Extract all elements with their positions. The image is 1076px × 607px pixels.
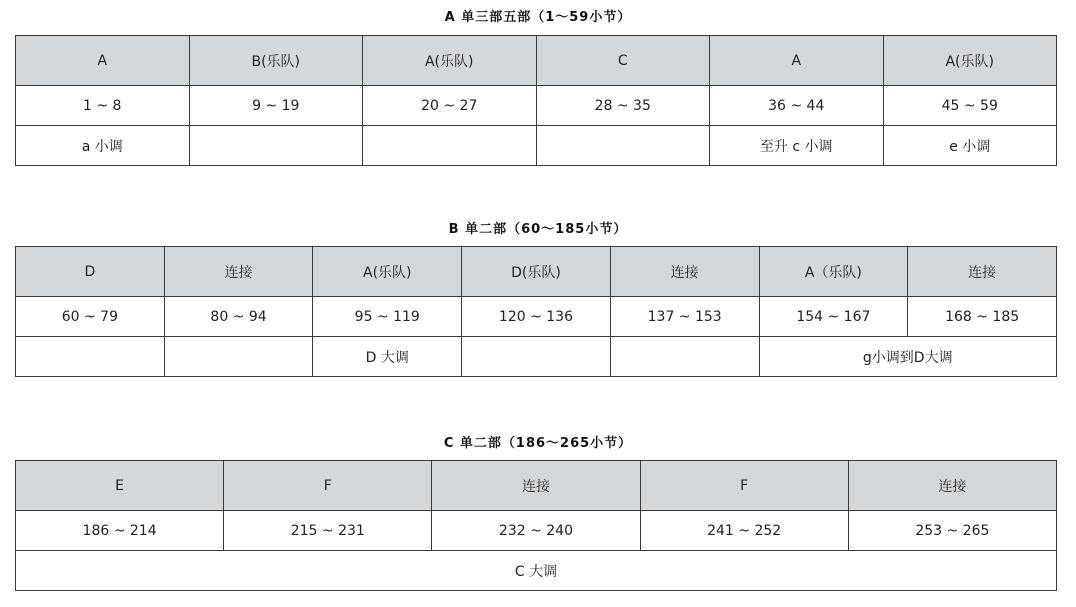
header-cell: 连接 <box>164 247 313 297</box>
range-cell: 95 ~ 119 <box>313 297 462 337</box>
key-cell: a 小调 <box>16 126 190 166</box>
header-cell: 连接 <box>848 461 1056 511</box>
header-cell: C <box>536 36 710 86</box>
header-cell: 连接 <box>432 461 640 511</box>
header-row <box>16 36 1057 86</box>
range-cell: 28 ~ 35 <box>536 86 710 126</box>
key-cell <box>164 337 313 377</box>
range-cell: 60 ~ 79 <box>16 297 165 337</box>
range-cell: 186 ~ 214 <box>16 511 224 551</box>
range-cell: 232 ~ 240 <box>432 511 640 551</box>
range-cell: 45 ~ 59 <box>883 86 1057 126</box>
range-cell: 137 ~ 153 <box>610 297 759 337</box>
key-cell <box>16 337 165 377</box>
key-cell <box>536 126 710 166</box>
range-cell: 36 ~ 44 <box>710 86 884 126</box>
header-cell: F <box>224 461 432 511</box>
key-cell: e 小调 <box>883 126 1057 166</box>
header-cell: B(乐队) <box>189 36 363 86</box>
header-cell: A <box>710 36 884 86</box>
section-c-table <box>15 460 1057 591</box>
key-row <box>16 126 1057 166</box>
header-cell: D(乐队) <box>462 247 611 297</box>
range-cell: 1 ~ 8 <box>16 86 190 126</box>
range-cell: 253 ~ 265 <box>848 511 1056 551</box>
header-cell: A <box>16 36 190 86</box>
header-cell: A(乐队) <box>363 36 537 86</box>
key-cell: g小调到D大调 <box>759 337 1056 377</box>
range-cell: 215 ~ 231 <box>224 511 432 551</box>
section-c-title: C 单二部（186～265小节） <box>443 436 633 451</box>
header-cell: F <box>640 461 848 511</box>
range-cell: 154 ~ 167 <box>759 297 908 337</box>
key-cell <box>363 126 537 166</box>
header-cell: A(乐队) <box>313 247 462 297</box>
measure-range-row <box>16 86 1057 126</box>
header-cell: A(乐队) <box>883 36 1057 86</box>
header-row <box>16 461 1057 511</box>
header-row <box>16 247 1057 297</box>
section-a-title: A 单三部五部（1～59小节） <box>444 10 632 25</box>
key-cell: 至升 c 小调 <box>710 126 884 166</box>
measure-range-row <box>16 297 1057 337</box>
key-cell <box>462 337 611 377</box>
header-cell: D <box>16 247 165 297</box>
measure-range-row <box>16 511 1057 551</box>
section-a-table <box>15 35 1057 166</box>
key-row <box>16 551 1057 591</box>
header-cell: E <box>16 461 224 511</box>
key-cell: D 大调 <box>313 337 462 377</box>
range-cell: 168 ~ 185 <box>908 297 1057 337</box>
range-cell: 241 ~ 252 <box>640 511 848 551</box>
range-cell: 9 ~ 19 <box>189 86 363 126</box>
header-cell: A（乐队) <box>759 247 908 297</box>
range-cell: 20 ~ 27 <box>363 86 537 126</box>
header-cell: 连接 <box>610 247 759 297</box>
key-cell <box>610 337 759 377</box>
key-cell: C 大调 <box>16 551 1057 591</box>
header-cell: 连接 <box>908 247 1057 297</box>
section-b-title: B 单二部（60～185小节） <box>448 222 628 237</box>
section-b-table <box>15 246 1057 377</box>
range-cell: 80 ~ 94 <box>164 297 313 337</box>
key-row <box>16 337 1057 377</box>
range-cell: 120 ~ 136 <box>462 297 611 337</box>
key-cell <box>189 126 363 166</box>
